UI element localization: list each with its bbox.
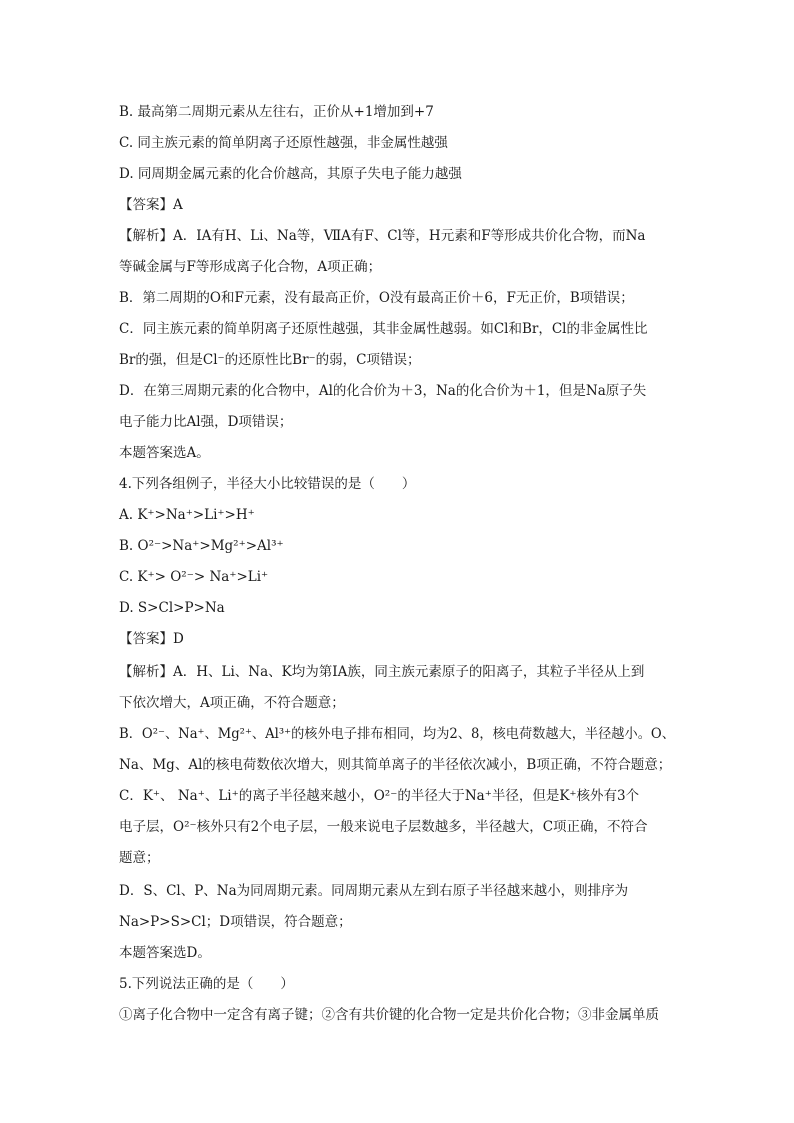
conclusion-q4: 本题答案选D。: [119, 945, 211, 961]
analysis-q4-line4: Na、Mg、Al的核电荷数依次增大，则其简单离子的半径依次减小，B项正确，不符合题意；: [119, 757, 672, 773]
option-d-q3: D. 同周期金属元素的化合价越高，其原子失电子能力越强: [119, 166, 462, 182]
option-a-q4: A. K⁺>Na⁺>Li⁺>H⁺: [119, 507, 255, 523]
analysis-q4-line7: 题意；: [119, 850, 160, 866]
conclusion-q3: 本题答案选A。: [119, 445, 210, 461]
analysis-q3-line7: 电子能力比Al强，D项错误；: [119, 414, 293, 430]
option-c-q3: C. 同主族元素的简单阴离子还原性越强，非金属性越强: [119, 135, 448, 151]
option-d-q4: D. S>Cl>P>Na: [119, 600, 225, 616]
question-5-stem: 5.下列说法正确的是（ ）: [119, 976, 294, 992]
analysis-q4-line2: 下依次增大，A项正确，不符合题意；: [119, 695, 345, 711]
answer-q4: 【答案】D: [119, 631, 184, 647]
option-c-q4: C. K⁺> O²⁻> Na⁺>Li⁺: [119, 569, 269, 585]
analysis-q3-line2: 等碱金属与F等形成离子化合物，A项正确；: [119, 259, 382, 275]
analysis-q4-line5: C．K⁺、 Na⁺、Li⁺的离子半径越来越小，O²⁻的半径大于Na⁺半径，但是K⁺核外有3个: [119, 788, 640, 804]
answer-q3: 【答案】A: [119, 197, 183, 213]
analysis-q4-line8: D．S、Cl、P、Na为同周期元素。同周期元素从左到右原子半径越来越小，则排序为: [119, 883, 629, 899]
option-b-q4: B. O²⁻>Na⁺>Mg²⁺>Al³⁺: [119, 538, 284, 554]
question-5-statements: ①离子化合物中一定含有离子键；②含有共价键的化合物一定是共价化合物；③非金属单质: [119, 1007, 659, 1023]
analysis-q3-line3: B．第二周期的O和F元素，没有最高正价，O没有最高正价＋6，F无正价，B项错误；: [119, 290, 634, 306]
option-b-q3: B. 最高第二周期元素从左往右，正价从+1增加到+7: [119, 104, 434, 120]
analysis-q3-line5: Br的强，但是Cl⁻的还原性比Br⁻的弱，C项错误；: [119, 352, 421, 368]
question-4-stem: 4.下列各组例子，半径大小比较错误的是（ ）: [119, 476, 416, 492]
analysis-q3-line1: 【解析】A．ⅠA有H、Li、Na等，ⅦA有F、Cl等，H元素和F等形成共价化合物，而Na: [119, 228, 646, 244]
analysis-q4-line9: Na>P>S>Cl；D项错误，符合题意；: [119, 914, 352, 930]
analysis-q4-line1: 【解析】A．H、Li、Na、K均为第ⅠA族，同主族元素原子的阳离子，其粒子半径从上到: [119, 664, 645, 680]
analysis-q4-line3: B．O²⁻、Na⁺、Mg²⁺、Al³⁺的核外电子排布相同，均为2、8，核电荷数越大，半径越小。O、: [119, 726, 675, 742]
analysis-q3-line4: C．同主族元素的简单阴离子还原性越强，其非金属性越弱。如Cl和Br，Cl的非金属性比: [119, 321, 648, 337]
analysis-q3-line6: D．在第三周期元素的化合物中，Al的化合价为＋3，Na的化合价为＋1，但是Na原子失: [119, 383, 647, 399]
analysis-q4-line6: 电子层，O²⁻核外只有2个电子层，一般来说电子层数越多，半径越大，C项正确，不符合: [119, 819, 648, 835]
